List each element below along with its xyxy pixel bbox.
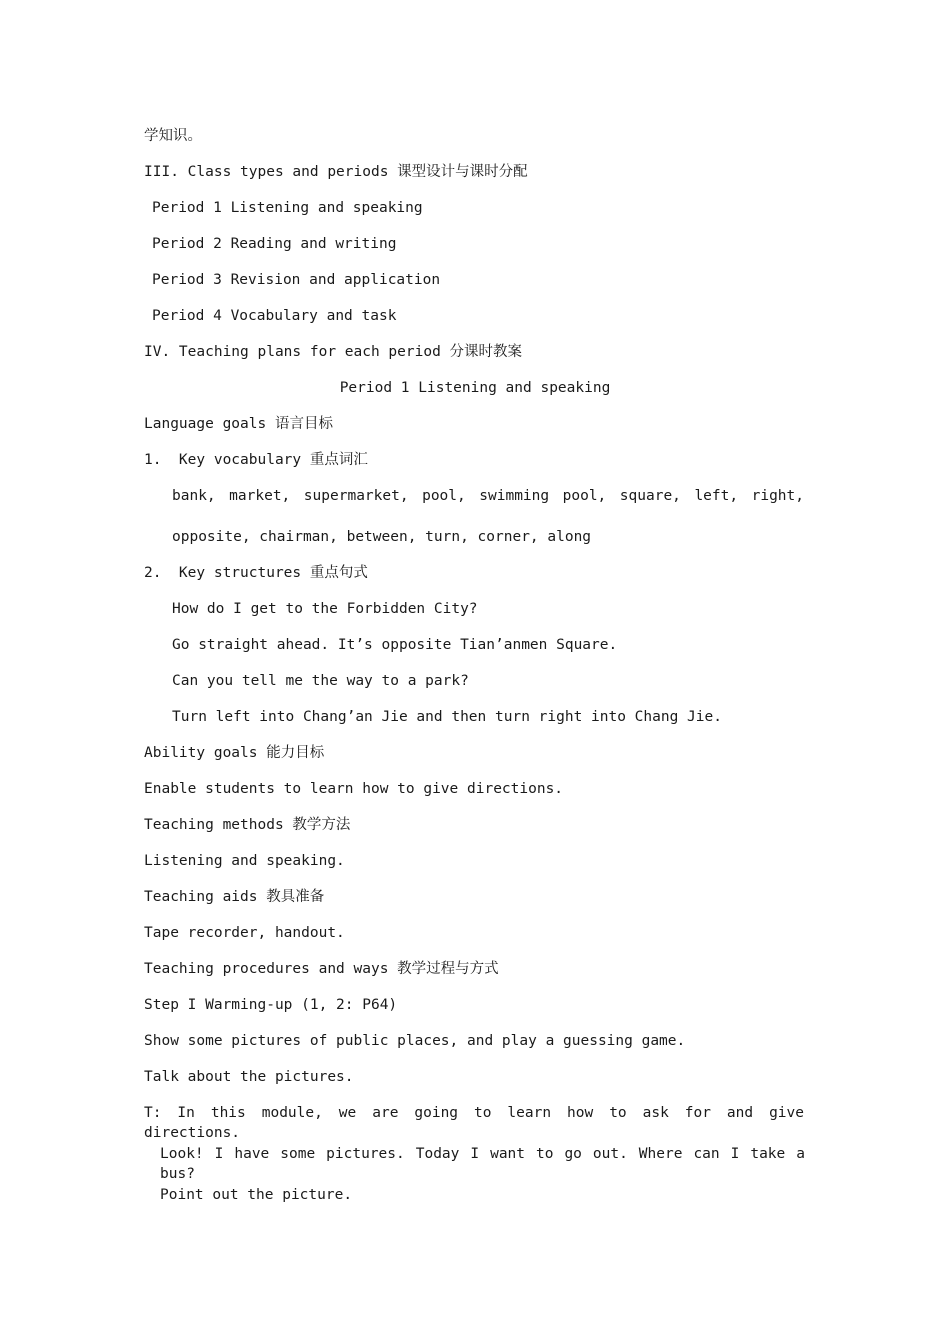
step-heading: Step I Warming-up (1, 2: P64)	[144, 997, 398, 1013]
text-line: Talk about the pictures.	[144, 1069, 354, 1085]
subheading: Teaching procedures and ways 教学过程与方式	[144, 961, 499, 977]
structure-line: Turn left into Chang’an Jie and then turn right into Chang Jie.	[172, 709, 722, 725]
text-line: Tape recorder, handout.	[144, 925, 345, 941]
period-item: Period 2 Reading and writing	[152, 236, 397, 252]
text-line: Show some pictures of public places, and play a guessing game.	[144, 1033, 686, 1049]
section-heading: IV. Teaching plans for each period 分课时教案	[144, 344, 523, 360]
structure-line: Go straight ahead. It’s opposite Tian’anmen Square.	[172, 637, 618, 653]
vocabulary-line: opposite, chairman, between, turn, corner, along	[172, 529, 592, 545]
text-line: Listening and speaking.	[144, 853, 345, 869]
structure-line: How do I get to the Forbidden City?	[172, 601, 478, 617]
text-line: Enable students to learn how to give directions.	[144, 781, 564, 797]
period-title: Period 1 Listening and speaking	[339, 380, 611, 396]
subheading: Ability goals 能力目标	[144, 745, 325, 761]
section-heading: III. Class types and periods 课型设计与课时分配	[144, 164, 528, 180]
list-item: 1. Key vocabulary 重点词汇	[144, 452, 368, 468]
dialogue-line: T: In this module, we are going to learn how to ask for and give directions.	[144, 1105, 804, 1141]
list-item: 2. Key structures 重点句式	[144, 565, 368, 581]
period-item: Period 1 Listening and speaking	[152, 200, 423, 216]
dialogue-line: Look! I have some pictures. Today I want to go out. Where can I take a bus?	[160, 1146, 805, 1182]
subheading: Language goals 语言目标	[144, 416, 333, 432]
subheading: Teaching aids 教具准备	[144, 889, 325, 905]
dialogue-line: Point out the picture.	[160, 1187, 353, 1203]
structure-line: Can you tell me the way to a park?	[172, 673, 469, 689]
subheading: Teaching methods 教学方法	[144, 817, 351, 833]
period-item: Period 4 Vocabulary and task	[152, 308, 397, 324]
text-line: 学知识。	[144, 128, 202, 144]
vocabulary-line: bank, market, supermarket, pool, swimming pool, square, left, right,	[172, 488, 804, 504]
period-item: Period 3 Revision and application	[152, 272, 441, 288]
